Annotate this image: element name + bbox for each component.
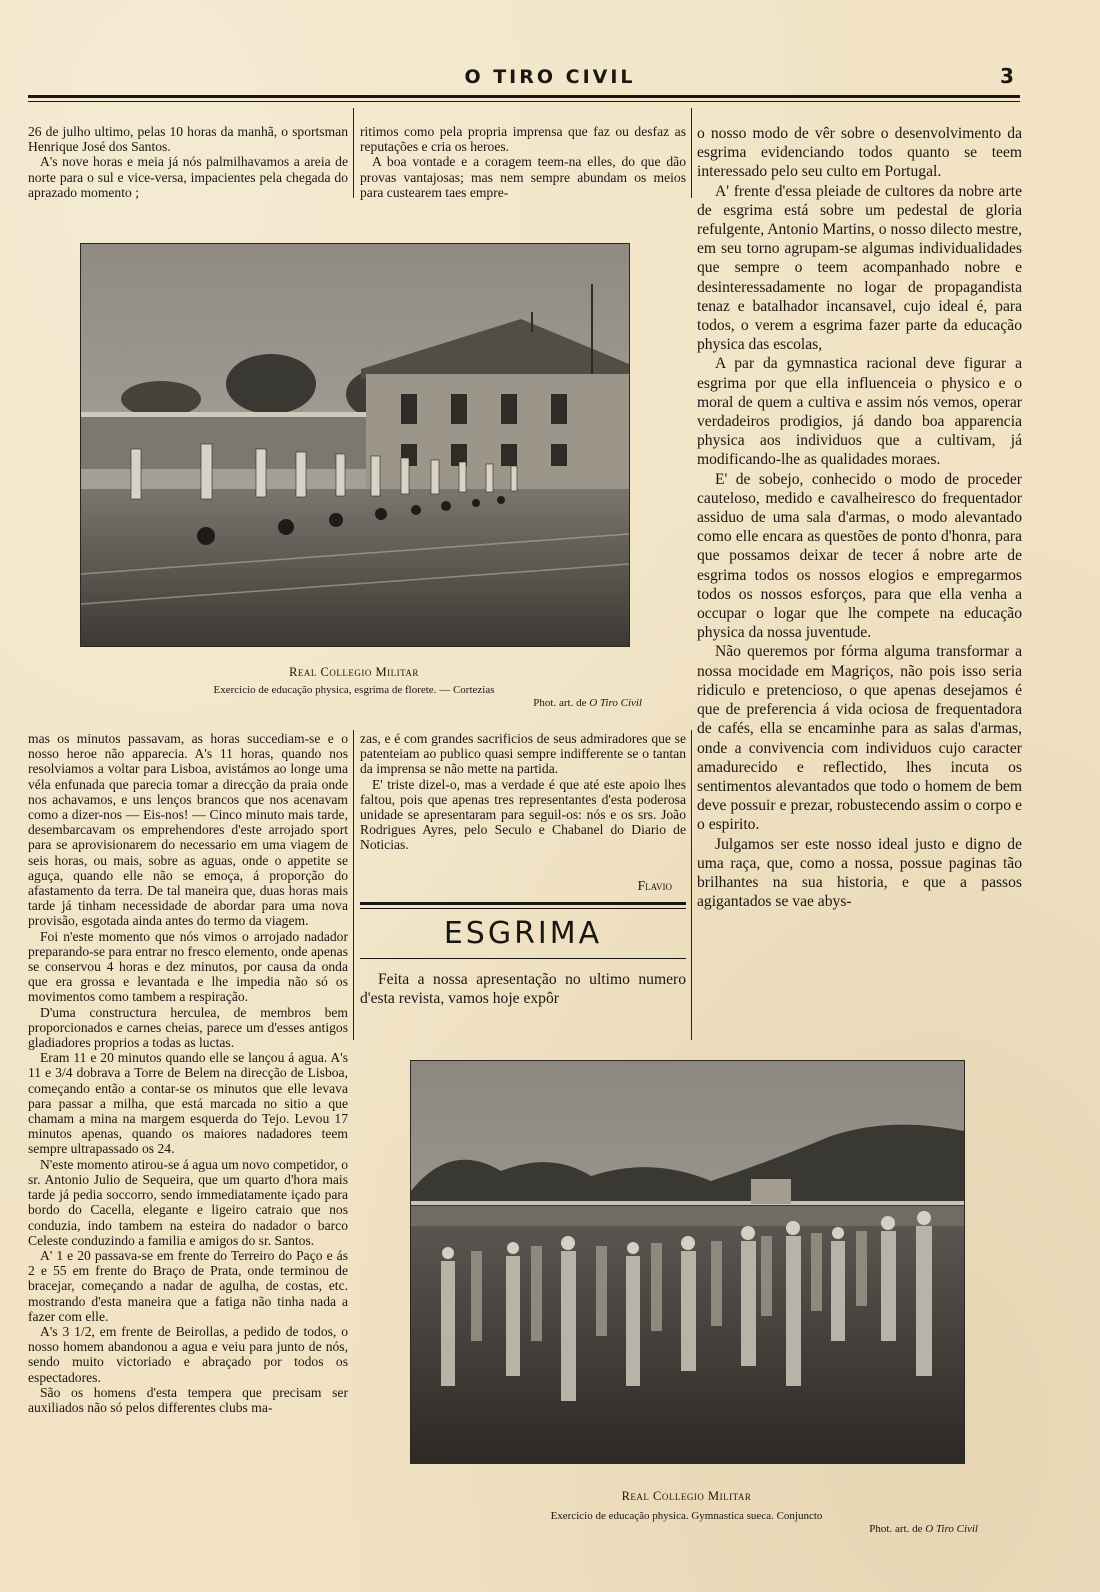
photo-2-caption-subtitle: Exercicio de educação physica. Gymnastica sueca. Conjuncto [550, 1510, 823, 1522]
paragraph: E' de sobejo, conhecido o modo de proceder cauteloso, medido e cavalheiresco do frequentador assiduo de uma sala d'armas, o modo alevantado como elle encara as questões de ponto d'honra, para que possamos deixar de tecer á nobre arte de esgrima todos os nossos elogios e empregarmos todos os nossos esforços, para que ella venha a occupar o logar que lhe compete na educação physica da nossa juventude. [697, 470, 1022, 642]
photo-2-caption-title: Real Collegio Militar [621, 1489, 752, 1503]
column-1-top [28, 124, 348, 200]
paragraph: o nosso modo de vêr sobre o desenvolvimento da esgrima evidenciando todos quanto se teem interessado pelo seu culto em Portugal. [697, 125, 1022, 181]
paragraph: mas os minutos passavam, as horas succediam-se e o nosso heroe não apparecia. A's 11 horas, quando nos resolviamos a voltar para Lisboa, avistámos ao longe uma véla enfunada que parecia tomar a direcção da praia onde nos achavamos, e uns lenços brancos que nos acenavam como a dizer-nos — Eis-nos! — Cinco minuto mais tarde, desembarcavam os emprehendores d'este arrojado sport para se aprovisionarem do necessario em uma viagem de seis horas, ou mais, sobre as aguas, onde o appetite se aguça, quando elle não se emoça, á proporção do afastamento da terra. De tal maneira que, duas horas mais tarde já tinham necessidade de abordar para uma nova provisão, esgotada ainda antes do termo da viagem. [28, 731, 348, 929]
photo-gymnastics [410, 1060, 965, 1464]
credit-name: O Tiro Civil [589, 697, 642, 709]
credit-name: O Tiro Civil [925, 1523, 978, 1535]
esgrima-rule-bottom [360, 958, 686, 959]
credit-prefix: Phot. art. de [869, 1523, 923, 1535]
photo-1-credit [380, 697, 642, 709]
column-divider-4 [691, 730, 692, 1040]
page-number: 3 [1000, 64, 1014, 88]
header-rule-thin [28, 101, 1020, 102]
column-divider-1 [353, 108, 354, 198]
photo-fencing-exercise [80, 243, 630, 647]
paragraph: A's nove horas e meia já nós palmilhavamos a areia de norte para o sul e vice-versa, impacientes pela chegada do aprazado momento ; [28, 154, 348, 200]
column-3-article [697, 124, 1022, 911]
photo-2-credit [700, 1523, 978, 1535]
paragraph: A' 1 e 20 passava-se em frente do Terreiro do Paço e ás 2 e 55 em frente do Braço de Prata, onde terminou de bracejar, começando a nadar de agulha, de costas, etc. mostrando d'esta maneira que a fatiga não tinha nada a fazer com elle. [28, 1247, 348, 1324]
credit-prefix: Phot. art. de [533, 697, 587, 709]
paragraph: ritimos como pela propria imprensa que faz ou desfaz as reputações e cria os heroes. [360, 124, 686, 155]
paragraph: E' triste dizel-o, mas a verdade é que até este apoio lhes faltou, pois que apenas tres representantes d'esta poderosa unidade se apresentaram para seguil-os: nós e os srs. João Rodrigues Ayres, pelo Seculo e Chabanel do Diario de Noticias. [360, 776, 686, 853]
photo-1-caption-title: Real Collegio Militar [289, 665, 419, 679]
photo-1-caption-subtitle: Exercicio de educação physica, esgrima de florete. — Cortezias [213, 684, 495, 696]
masthead-title: O TIRO CIVIL [464, 66, 636, 88]
paragraph: Feita a nossa apresentação no ultimo numero d'esta revista, vamos hoje expôr [360, 971, 686, 1008]
column-1-bottom [28, 731, 348, 1415]
paragraph: D'uma constructura herculea, de membros bem proporcionados e carnes cheias, parece um d'esses antigos gladiadores proprios a todas as luctas. [28, 1004, 348, 1051]
paragraph: Julgamos ser este nosso ideal justo e digno de uma raça, que, como a nossa, possue paginas tão brilhantes na sua historia, e que a passos agigantados se vae abys- [697, 835, 1022, 911]
paragraph: A's 3 1/2, em frente de Beirollas, a pedido de todos, o nosso homem abandonou a agua e veiu para junto de nós, sendo muito victoriado e abraçado por todos os espectadores. [28, 1323, 348, 1385]
paragraph: A par da gymnastica racional deve figurar a esgrima por que ella influenceia o physico e o moral de quem a cultiva e assim nós vemos, operar verdadeiros prodigios, já dando boa apparencia physica aos individuos que a cultivam, já modificando-lhe as qualidades moraes. [697, 355, 1022, 469]
column-2-bottom [360, 731, 686, 853]
esgrima-intro [360, 970, 686, 1008]
paragraph: Não queremos por fórma alguma transformar a nossa mocidade em Magriços, não pois isso seria ridiculo e pretencioso, o que apenas desejamos é que de preferencia á vida ociosa de frequentadora de cafés, ella se encaminhe para as salas d'armas, onde a convivencia com individuos cujo caracter amadurecido e reflectido, lhes incuta os sentimentos alevantados que todo o homem de bem deve possuir e prezar, robustecendo assim o corpo e o espirito. [697, 643, 1022, 834]
esgrima-rule-thin [360, 908, 686, 909]
paragraph: São os homens d'esta tempera que precisam ser auxiliados não só pelos differentes clubs ma- [28, 1384, 348, 1415]
author-signature: Flavio [637, 878, 672, 893]
paragraph: Eram 11 e 20 minutos quando elle se lançou á agua. A's 11 e 3/4 dobrava a Torre de Belem na direcção de Lisboa, começando então a contar-se os minutos que elle levava para passar a milha, que está marcada no sitio a que chamam a mina na margem esquerda do Tejo. Levou 17 minutos apenas, quando os maiores nadadores teem sempre ultrapassado os 24. [28, 1050, 348, 1157]
column-divider-3 [353, 730, 354, 1040]
esgrima-heading: ESGRIMA [443, 916, 603, 951]
paragraph: zas, e é com grandes sacrificios de seus admiradores que se patenteiam ao publico quasi sempre indifferente se o tantan da imprensa se não mette na partida. [360, 731, 686, 777]
paragraph: A' frente d'essa pleiade de cultores da nobre arte de esgrima está sobre um pedestal de gloria refulgente, Antonio Martins, o nosso dilecto mestre, em seu torno agrupam-se algumas individualidades que sempre o teem acompanhado nobre e desinteressadamente no logar de propagandista tenaz e batalhador incansavel, cujo ideal é, para todos, o verem a esgrima fazer parte da educação physica das escolas, [697, 182, 1022, 354]
column-2-top [360, 124, 686, 200]
photo-gymnastics-image [411, 1061, 964, 1463]
paragraph: 26 de julho ultimo, pelas 10 horas da manhã, o sportsman Henrique José dos Santos. [28, 124, 348, 155]
column-divider-2 [691, 108, 692, 198]
header-rule-thick [28, 95, 1020, 98]
photo-fencing-image [81, 244, 629, 646]
esgrima-rule-top [360, 902, 686, 905]
paragraph: N'este momento atirou-se á agua um novo competidor, o sr. Antonio Julio de Sequeira, que um quarto d'hora mais tarde já pedia soccorro, sendo immediatamente içado para bordo do Cacella, elegante e ligeiro catraio que nos conduzia, indo tambem na esteira do nadador o barco Celeste conduzindo a familia e amigos do sr. Santos. [28, 1156, 348, 1248]
paragraph: A boa vontade e a coragem teem-na elles, do que dão provas vantajosas; mas nem sempre abundam os meios para custearem taes empre- [360, 154, 686, 200]
paragraph: Foi n'este momento que nós vimos o arrojado nadador preparando-se para entrar no fresco elemento, onde apenas se conservou 4 horas e dez minutos, por causa da onda que era grossa e levantada e lhe impedia não só os movimentos como tambem a respiração. [28, 928, 348, 1005]
